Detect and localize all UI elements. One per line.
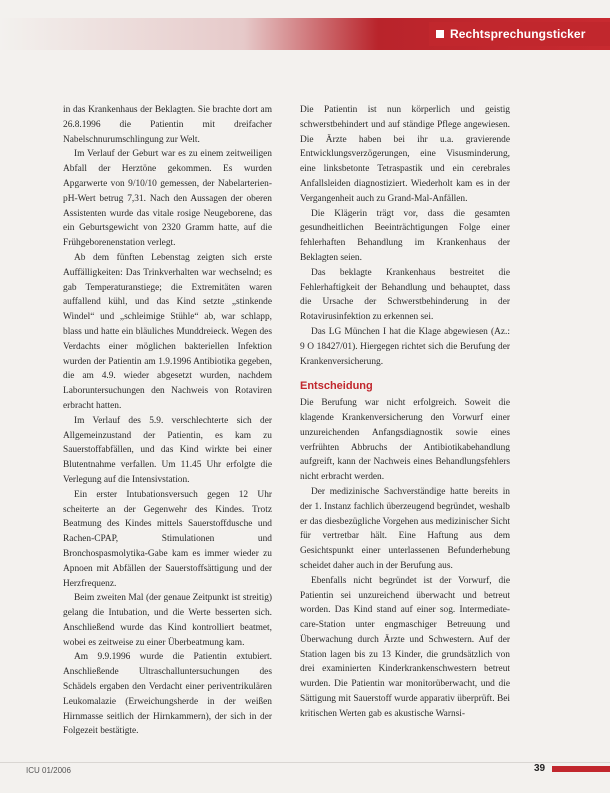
paragraph: Ab dem fünften Lebenstag zeigten sich erste Auffälligkeiten: Das Trinkverhalten war wechselnd; es gab Temperaturanstiege; die Extremitäten waren auffallend kühl, und das Kind setzte „stinkende Windel“ und „schleimige Stühle“ ab, war schlapp, blass und hatte ein bläuliches Munddreieck. Wegen des Verdachts einer möglichen bakteriellen Infektion wurden der Patientin am 1.9.1996 Antibiotika gegeben, die am 4.9. wieder abgesetzt wurden, nachdem Laboruntersuchungen den Nachweis von Rotaviren erbracht hatten. (63, 252, 272, 411)
paragraph: in das Krankenhaus der Beklagten. Sie brachte dort am 26.8.1996 die Patientin mit dreifacher Nabelschnurumschlingung zur Welt. (63, 105, 272, 145)
square-bullet-icon (436, 30, 444, 38)
paragraph: Die Patientin ist nun körperlich und geistig schwerstbehindert und auf ständige Pflege angewiesen. Die Ärzte haben bei ihr u.a. gravierende Entwicklungsverzögerungen, eine Visusminderung, eine linksbetonte Tetraspastik und ein cerebrales Anfallsleiden diagnostiziert. Wiederholt kam es in der Vergangenheit auch zu Grand-Mal-Anfällen. (300, 105, 510, 204)
issue-label: ICU 01/2006 (26, 766, 71, 775)
paragraph: Die Berufung war nicht erfolgreich. Soweit die klagende Krankenversicherung den Vorwurf einer unzureichenden Anfangsdiagnostik sowie eines verfrühten Abbruchs der Antibiotikabehandlung aufgreift, kann der Nachweis eines Behandlungsfehlers nicht erbracht werden. (300, 398, 510, 483)
paragraph: Das LG München I hat die Klage abgewiesen (Az.: 9 O 18427/01). Hiergegen richtet sich die Berufung der Krankenversicherung. (300, 326, 510, 367)
right-column (300, 103, 510, 722)
paragraph: Die Klägerin trägt vor, dass die gesamten gesundheitlichen Beeinträchtigungen Folge einer fehlerhaften Behandlung im Krankenhaus der Beklagten seien. (300, 208, 510, 263)
page-number: 39 (534, 763, 546, 774)
paragraph: Beim zweiten Mal (der genaue Zeitpunkt ist streitig) gelang die Intubation, und die Werte besserten sich. Anschließend wurde das Kind kontrolliert beatmet, wobei es zeitweise zu einer Überbeatmung kam. (63, 593, 272, 648)
paragraph: Am 9.9.1996 wurde die Patientin extubiert. Anschließende Ultraschalluntersuchungen des Schädels ergaben den Verdacht einer periventrikulären Leukomalazie (Erweichungsherde in der weißen Hirnmasse seitlich der Hirnkammern), der sich in der Folgezeit bestätigte. (63, 652, 272, 737)
left-column (63, 103, 272, 739)
paragraph: Ein erster Intubationsversuch gegen 12 Uhr scheiterte an der Gegenwehr des Kindes. Trotz Beatmung des Kindes mittels Sauerstoffdusche und Rachen-CPAP, Stimulationen und Bronchospasmolytika-Gabe kam es immer wieder zu Apnoen mit Abfällen der Sauerstoffsättigung und der Herzfrequenz. (63, 489, 272, 589)
section-title: Rechtsprechungsticker (450, 27, 586, 41)
paragraph: Im Verlauf des 5.9. verschlechterte sich der Allgemeinzustand der Patientin, es kam zu Sauerstoffabfällen, und das Kind wirkte bei einer Blutentnahme verfallen. Um 11.45 Uhr erfolgte die Verlegung auf die Intensivstation. (63, 415, 272, 485)
paragraph: Im Verlauf der Geburt war es zu einem zeitweiligen Abfall der Herztöne gekommen. Es wurden Apgarwerte von 9/10/10 gemessen, der Nabelarterien-pH-Wert betrug 7,31. Nach den Aussagen der oberen Assistenten wurde das vitale rosige Neugeborene, das ein Geburtsgewicht von 2320 Gramm hatte, auf die Frühgeborenenstation verlegt. (63, 149, 272, 249)
paragraph: Der medizinische Sachverständige hatte bereits in der 1. Instanz fachlich überzeugend begründet, weshalb er das diesbezügliche Vorgehen aus medizinischer Sicht für vertretbar hält. Eine Haftung aus dem Gesichtspunkt einer unterlassenen Befunderhebung scheidet daher auch in der Berufung aus. (300, 486, 510, 571)
footer-rule (0, 762, 610, 763)
paragraph: Das beklagte Krankenhaus bestreitet die Fehlerhaftigkeit der Behandlung und behauptet, dass die Ursache der Schwerstbehinderung in der Rotavirusinfektion zu erkennen sei. (300, 267, 510, 323)
section-header (429, 22, 610, 46)
footer-accent-bar (552, 766, 610, 772)
paragraph: Ebenfalls nicht begründet ist der Vorwurf, die Patientin sei unzureichend überwacht und betreut worden. Das Kind stand auf einer sog. Intermediate-care-Station unter engmaschiger Betreuung und Überwachung durch Ärzte und Schwestern. Auf der Station lagen bis zu 13 Kinder, die grundsätzlich von drei examinierten Kinderkrankenschwestern betreut wurden. Die Patientin war monitorüberwacht, und die Sättigung mit Sauerstoff wurde apparativ überprüft. Bei kritischen Werten gab es akustische Warnsi- (300, 575, 510, 719)
decision-heading: Entscheidung (300, 380, 373, 393)
